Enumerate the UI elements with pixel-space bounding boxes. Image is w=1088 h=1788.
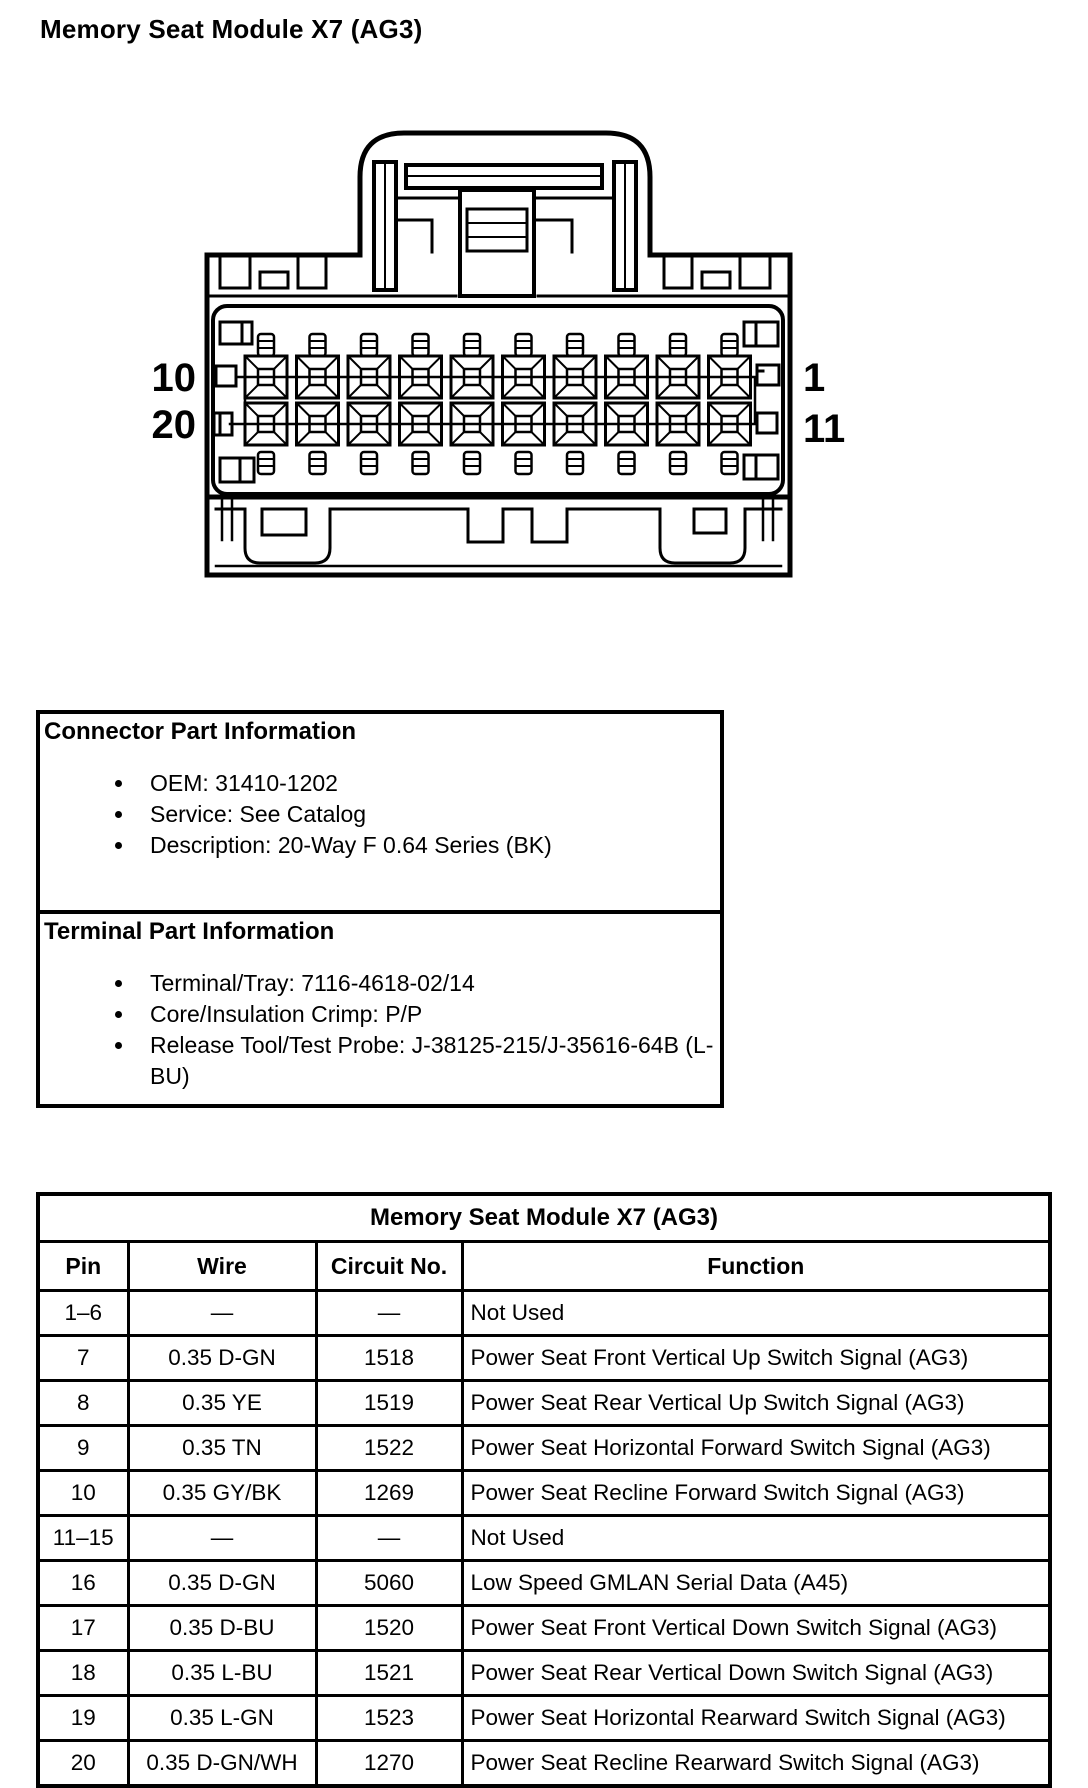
info-bullet-item: • Service: See Catalog — [136, 799, 720, 830]
column-header-circuit: Circuit No. — [316, 1242, 462, 1291]
cell-function: Low Speed GMLAN Serial Data (A45) — [462, 1561, 1050, 1606]
cell-circuit: 1270 — [316, 1741, 462, 1787]
table-row — [38, 1651, 1050, 1696]
terminal-slot — [258, 334, 274, 356]
table-header-row — [38, 1242, 1050, 1291]
cell-wire: 0.35 L-BU — [128, 1651, 316, 1696]
cell-circuit: 1269 — [316, 1471, 462, 1516]
connector-part-information-section — [40, 714, 720, 914]
pinout-table — [36, 1192, 1052, 1788]
connector-diagram — [0, 0, 1088, 600]
cell-circuit: — — [316, 1516, 462, 1561]
cell-circuit: 1522 — [316, 1426, 462, 1471]
cell-wire: 0.35 D-GN/WH — [128, 1741, 316, 1787]
part-information-box — [36, 710, 724, 1108]
connector-part-information-list — [40, 768, 720, 861]
terminal-slot — [361, 452, 377, 474]
terminal-slot — [464, 452, 480, 474]
terminal-slot — [516, 334, 532, 356]
terminal-slot — [413, 334, 429, 356]
pin-cavity-outline — [213, 306, 783, 494]
terminal-slot — [361, 334, 377, 356]
terminal-slot — [619, 334, 635, 356]
cell-wire: 0.35 YE — [128, 1381, 316, 1426]
cell-function: Not Used — [462, 1291, 1050, 1336]
connector-lock-tab — [374, 162, 636, 296]
terminal-slot — [567, 334, 583, 356]
terminal-slot — [619, 452, 635, 474]
cell-pin: 1–6 — [38, 1291, 128, 1336]
pin-label-11: 11 — [803, 407, 846, 451]
cell-circuit: 1518 — [316, 1336, 462, 1381]
cell-circuit: 1519 — [316, 1381, 462, 1426]
table-row — [38, 1561, 1050, 1606]
terminal-slot — [464, 334, 480, 356]
cell-wire: 0.35 D-BU — [128, 1606, 316, 1651]
cell-function: Power Seat Front Vertical Down Switch Signal (AG3) — [462, 1606, 1050, 1651]
cell-wire: 0.35 GY/BK — [128, 1471, 316, 1516]
terminal-part-information-list — [40, 968, 720, 1092]
cell-wire: — — [128, 1291, 316, 1336]
column-header-pin: Pin — [38, 1242, 128, 1291]
terminal-slot — [413, 452, 429, 474]
info-bullet-item: • OEM: 31410-1202 — [136, 768, 720, 799]
cell-function: Power Seat Rear Vertical Down Switch Signal (AG3) — [462, 1651, 1050, 1696]
terminal-slot — [722, 452, 738, 474]
terminal-part-information-heading: Terminal Part Information — [44, 918, 335, 945]
cell-function: Power Seat Horizontal Rearward Switch Signal (AG3) — [462, 1696, 1050, 1741]
table-row — [38, 1471, 1050, 1516]
cell-function: Not Used — [462, 1516, 1050, 1561]
cell-circuit: 1521 — [316, 1651, 462, 1696]
cell-function: Power Seat Rear Vertical Up Switch Signal (AG3) — [462, 1381, 1050, 1426]
info-bullet-item: • Release Tool/Test Probe: J-38125-215/J-35616-64B (L-BU) — [136, 1030, 720, 1092]
table-row — [38, 1381, 1050, 1426]
cell-pin: 10 — [38, 1471, 128, 1516]
table-row — [38, 1741, 1050, 1787]
pin-label-20: 20 — [151, 403, 196, 447]
column-header-function: Function — [462, 1242, 1050, 1291]
cell-function: Power Seat Recline Rearward Switch Signal (AG3) — [462, 1741, 1050, 1787]
cell-pin: 18 — [38, 1651, 128, 1696]
cell-pin: 16 — [38, 1561, 128, 1606]
pin-label-1: 1 — [803, 356, 826, 400]
cell-pin: 17 — [38, 1606, 128, 1651]
terminal-slot — [670, 452, 686, 474]
connector-part-information-heading: Connector Part Information — [44, 718, 357, 745]
table-title-row — [38, 1194, 1050, 1242]
table-row — [38, 1606, 1050, 1651]
terminal-slot — [722, 334, 738, 356]
cell-wire: 0.35 TN — [128, 1426, 316, 1471]
cell-pin: 9 — [38, 1426, 128, 1471]
column-header-wire: Wire — [128, 1242, 316, 1291]
terminal-slot — [258, 452, 274, 474]
page-title: Memory Seat Module X7 (AG3) — [40, 14, 423, 44]
terminal-slot — [310, 452, 326, 474]
terminal-slot — [516, 452, 532, 474]
pin-field — [245, 334, 751, 474]
info-bullet-item: • Terminal/Tray: 7116-4618-02/14 — [136, 968, 720, 999]
terminal-slot — [567, 452, 583, 474]
terminal-slot — [670, 334, 686, 356]
table-title: Memory Seat Module X7 (AG3) — [38, 1194, 1050, 1242]
cell-circuit: 1520 — [316, 1606, 462, 1651]
info-bullet-item: • Description: 20-Way F 0.64 Series (BK) — [136, 830, 720, 861]
cell-wire: — — [128, 1516, 316, 1561]
table-row — [38, 1516, 1050, 1561]
mounting-rail — [207, 497, 790, 575]
terminal-part-information-section — [40, 914, 720, 1092]
cell-circuit: — — [316, 1291, 462, 1336]
cell-pin: 20 — [38, 1741, 128, 1787]
table-row — [38, 1291, 1050, 1336]
terminal-slot — [310, 334, 326, 356]
table-row — [38, 1336, 1050, 1381]
cell-circuit: 1523 — [316, 1696, 462, 1741]
info-bullet-item: • Core/Insulation Crimp: P/P — [136, 999, 720, 1030]
cell-function: Power Seat Horizontal Forward Switch Signal (AG3) — [462, 1426, 1050, 1471]
cell-pin: 19 — [38, 1696, 128, 1741]
cell-pin: 7 — [38, 1336, 128, 1381]
table-row — [38, 1426, 1050, 1471]
cell-function: Power Seat Recline Forward Switch Signal (AG3) — [462, 1471, 1050, 1516]
cell-wire: 0.35 D-GN — [128, 1336, 316, 1381]
cell-wire: 0.35 L-GN — [128, 1696, 316, 1741]
cell-pin: 11–15 — [38, 1516, 128, 1561]
cell-wire: 0.35 D-GN — [128, 1561, 316, 1606]
cell-circuit: 5060 — [316, 1561, 462, 1606]
table-row — [38, 1696, 1050, 1741]
cell-pin: 8 — [38, 1381, 128, 1426]
pin-label-10: 10 — [151, 356, 196, 400]
cell-function: Power Seat Front Vertical Up Switch Signal (AG3) — [462, 1336, 1050, 1381]
